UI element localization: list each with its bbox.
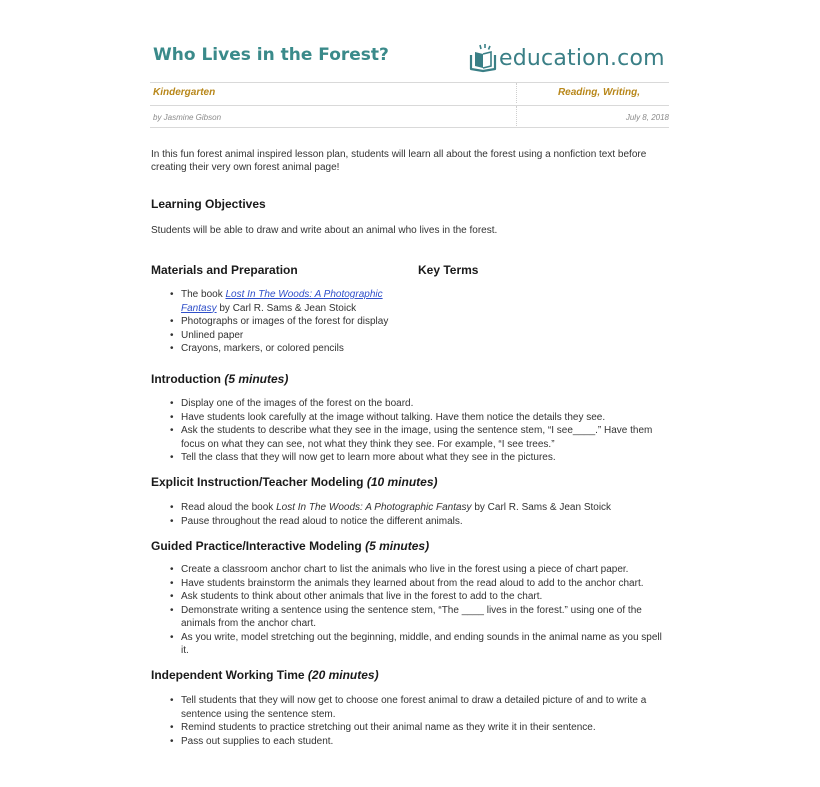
list-item: • Display one of the images of the forest on the board.	[170, 397, 670, 411]
header-rule-middle	[150, 105, 669, 106]
list-item: • Have students brainstorm the animals they learned about from the read aloud to add to the anchor chart.	[170, 577, 670, 591]
list-item: • Tell students that they will now get to choose one forest animal to draw a detailed picture of and to write a sentence using the sentence stem.	[170, 694, 670, 721]
list-item: • Read aloud the book Lost In The Woods: A Photographic Fantasy by Carl R. Sams & Jean Stoick	[170, 501, 670, 515]
key-terms-heading: Key Terms	[418, 263, 479, 277]
explicit-instruction-heading: Explicit Instruction/Teacher Modeling (10 minutes)	[151, 475, 438, 489]
independent-work-heading: Independent Working Time (20 minutes)	[151, 668, 379, 682]
author-byline: by Jasmine Gibson	[153, 113, 222, 122]
header-separator-2	[516, 106, 517, 126]
explicit-instruction-list	[170, 501, 670, 528]
header-rule-bottom	[150, 127, 669, 128]
intro-paragraph: In this fun forest animal inspired lesson plan, students will learn all about the forest using a nonfiction text before creating their very own forest animal page!	[151, 149, 647, 173]
header-separator	[516, 83, 517, 103]
list-item: • Ask the students to describe what they see in the image, using the sentence stem, “I see____.” Have them focus on what they can see, not what they think they see. For example, “I see trees.”	[170, 424, 670, 451]
list-item: • Have students look carefully at the image without talking. Have them notice the details they see.	[170, 411, 670, 425]
book-link[interactable]: Lost In The Woods: A Photographic Fantasy	[181, 289, 383, 314]
list-item: • Demonstrate writing a sentence using the sentence stem, “The ____ lives in the forest.” using one of the animals from the anchor chart.	[170, 604, 670, 631]
list-item: • Remind students to practice stretching out their animal name as they write it in their sentence.	[170, 721, 670, 735]
guided-practice-list	[170, 563, 670, 658]
list-item: • Crayons, markers, or colored pencils	[170, 342, 415, 356]
list-item: • Photographs or images of the forest for display	[170, 315, 415, 329]
list-item: • The book Lost In The Woods: A Photographic Fantasy by Carl R. Sams & Jean Stoick	[170, 288, 415, 315]
logo-text: education.com	[499, 45, 665, 71]
subject-tags: Reading, Writing,	[557, 87, 640, 98]
guided-practice-heading: Guided Practice/Interactive Modeling (5 minutes)	[151, 539, 430, 553]
page-title: Who Lives in the Forest?	[153, 45, 389, 65]
list-item: • Pause throughout the read aloud to notice the different animals.	[170, 515, 670, 529]
introduction-list	[170, 397, 670, 465]
learning-objectives-text: Students will be able to draw and write about an animal who lives in the forest.	[151, 225, 498, 236]
education-com-logo[interactable]	[466, 42, 665, 74]
open-book-logo-icon	[466, 42, 500, 74]
independent-work-list	[170, 694, 670, 748]
learning-objectives-heading: Learning Objectives	[151, 197, 266, 211]
list-item: • As you write, model stretching out the beginning, middle, and ending sounds in the animal name as you spell it.	[170, 631, 670, 658]
materials-heading: Materials and Preparation	[151, 263, 298, 277]
materials-list	[170, 288, 415, 356]
list-item: • Create a classroom anchor chart to list the animals who live in the forest using a piece of chart paper.	[170, 563, 670, 577]
introduction-heading: Introduction (5 minutes)	[151, 372, 289, 386]
publish-date: July 8, 2018	[625, 113, 669, 122]
list-item: • Ask students to think about other animals that live in the forest to add to the chart.	[170, 590, 670, 604]
header-rule-top	[150, 82, 669, 83]
list-item: • Pass out supplies to each student.	[170, 735, 670, 749]
list-item: • Unlined paper	[170, 329, 415, 343]
grade-level: Kindergarten	[153, 87, 216, 98]
list-item: • Tell the class that they will now get to learn more about what they see in the pictures.	[170, 451, 670, 465]
